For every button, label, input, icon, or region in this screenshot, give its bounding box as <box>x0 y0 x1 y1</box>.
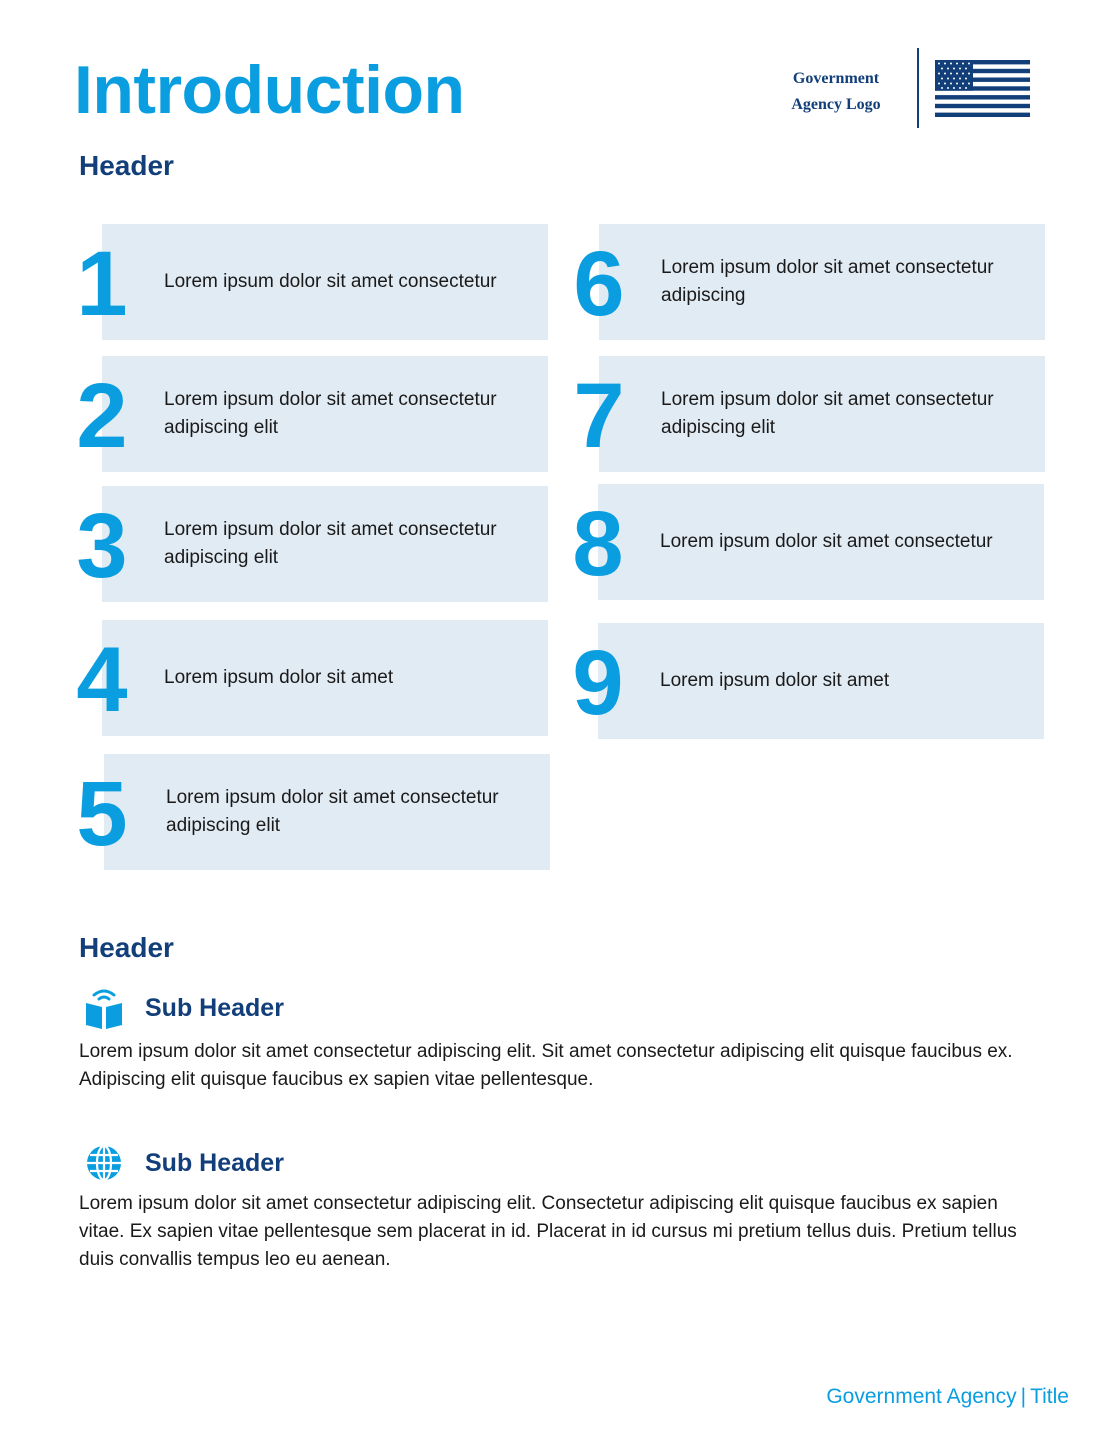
footer <box>826 1385 1069 1409</box>
list-item-text: Lorem ipsum dolor sit amet consectetur <box>660 531 993 552</box>
subsection-1-text: Lorem ipsum dolor sit amet consectetur adipiscing elit. Sit amet consectetur adipiscing elit quisque faucibus ex. Adipiscing elit quisque faucibus ex sapien vitae pellentesque. <box>79 1041 1013 1090</box>
list-item-7 <box>599 356 1045 472</box>
list-number: 8 <box>572 493 624 595</box>
list-item-text: Lorem ipsum dolor sit amet consectetur <box>164 271 497 292</box>
list-item-text: Lorem ipsum dolor sit amet <box>164 667 394 688</box>
list-item-text: Lorem ipsum dolor sit amet consectetur adipiscing elit <box>164 389 497 438</box>
logo-line-1: Government <box>792 70 880 87</box>
us-flag-icon <box>935 60 1030 117</box>
subsection-2-title: Sub Header <box>145 1148 284 1177</box>
subsection-2-heading <box>84 1141 284 1185</box>
logo-divider <box>917 48 919 128</box>
list-item-text: Lorem ipsum dolor sit amet <box>660 670 890 691</box>
list-item-6 <box>599 224 1045 340</box>
book-icon <box>84 986 124 1030</box>
section-2-header: Header <box>79 932 174 963</box>
list-item-9 <box>598 623 1044 739</box>
list-number: 2 <box>76 365 128 467</box>
list-item-8 <box>598 484 1044 600</box>
footer-agency: Government Agency <box>826 1385 1017 1408</box>
footer-title: Title <box>1030 1385 1069 1408</box>
logo-line-2: Agency Logo <box>791 96 881 113</box>
list-item-3 <box>102 486 548 602</box>
list-item-text: Lorem ipsum dolor sit amet consectetur adipiscing <box>661 257 994 306</box>
list-number: 5 <box>76 763 128 865</box>
section-1-header: Header <box>79 150 174 181</box>
list-item-5 <box>104 754 550 870</box>
list-item-text: Lorem ipsum dolor sit amet consectetur adipiscing elit <box>661 389 994 438</box>
subsection-1-heading <box>84 986 284 1030</box>
list-number: 1 <box>76 233 128 335</box>
list-number: 6 <box>573 233 625 335</box>
list-item-text: Lorem ipsum dolor sit amet consectetur adipiscing elit <box>164 519 497 568</box>
agency-logo-text <box>778 66 894 118</box>
list-item-text: Lorem ipsum dolor sit amet consectetur adipiscing elit <box>166 787 499 836</box>
footer-separator: | <box>1020 1385 1027 1408</box>
list-number: 7 <box>573 365 625 467</box>
list-item-2 <box>102 356 548 472</box>
list-item-1 <box>102 224 548 340</box>
globe-icon <box>84 1141 124 1185</box>
subsection-1-title: Sub Header <box>145 993 284 1022</box>
list-number: 3 <box>76 495 128 597</box>
subsection-2-text: Lorem ipsum dolor sit amet consectetur adipiscing elit. Consectetur adipiscing elit quisque faucibus ex sapien vitae. Ex sapien vitae pellentesque sem placerat in id. Placerat in id cursus mi pretium tellus duis. Pretium tellus duis convallis tempus leo eu aenean. <box>79 1193 1017 1270</box>
list-number: 4 <box>76 629 128 731</box>
list-item-4 <box>102 620 548 736</box>
list-number: 9 <box>572 632 624 734</box>
page-title: Introduction <box>74 52 465 128</box>
